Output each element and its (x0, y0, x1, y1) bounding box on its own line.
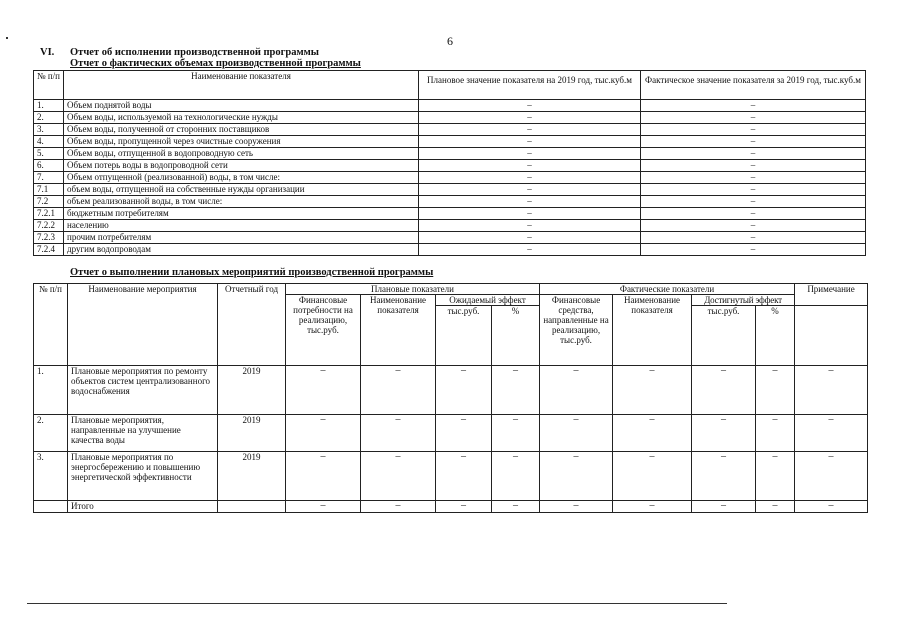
row-fact: – (641, 124, 866, 136)
row-value: – (540, 415, 613, 452)
row-value: – (692, 452, 756, 501)
row-num: 2. (34, 415, 68, 452)
page-number: 6 (447, 34, 453, 48)
measures-table (33, 283, 868, 513)
row-num: 7.2.4 (34, 244, 64, 256)
row-fact: – (641, 220, 866, 232)
row-value: – (286, 366, 361, 415)
row-plan: – (419, 136, 641, 148)
header-fact-rub: тыс.руб. (692, 306, 756, 366)
header-fact-group: Фактические показатели (540, 284, 795, 295)
header-num: № п/п (34, 71, 64, 100)
total-value: – (692, 501, 756, 513)
row-num: 6. (34, 160, 64, 172)
row-value: – (540, 452, 613, 501)
row-fact: – (641, 136, 866, 148)
row-name: бюджетным потребителям (64, 208, 419, 220)
row-plan: – (419, 100, 641, 112)
table-row (34, 415, 868, 452)
header-num: № п/п (34, 284, 68, 366)
header-plan-ind: Наименование показателя (361, 295, 436, 366)
row-num: 4. (34, 136, 64, 148)
row-plan: – (419, 124, 641, 136)
row-value: – (692, 366, 756, 415)
scan-speck (6, 37, 8, 39)
row-value: – (436, 452, 492, 501)
header-name: Наименование показателя (64, 71, 419, 100)
row-name: другим водопроводам (64, 244, 419, 256)
table-row (34, 136, 866, 148)
row-plan: – (419, 232, 641, 244)
section-number: VI. (40, 47, 55, 58)
row-name: Объем поднятой воды (64, 100, 419, 112)
row-name: объем реализованной воды, в том числе: (64, 196, 419, 208)
total-value: – (795, 501, 868, 513)
header-fact-pct: % (756, 306, 795, 366)
row-fact: – (641, 100, 866, 112)
subtitle-measures: Отчет о выполнении плановых мероприятий производственной программы (70, 267, 434, 278)
table-row (34, 112, 866, 124)
row-value: – (613, 415, 692, 452)
row-year: 2019 (218, 415, 286, 452)
total-value: – (286, 501, 361, 513)
row-value: – (492, 452, 540, 501)
total-value: – (613, 501, 692, 513)
row-name: Объем воды, полученной от сторонних поставщиков (64, 124, 419, 136)
row-name: Объем воды, пропущенной через очистные сооружения (64, 136, 419, 148)
row-name: прочим потребителям (64, 232, 419, 244)
section-title: Отчет об исполнении производственной программы (70, 47, 320, 58)
header-plan-pct: % (492, 306, 540, 366)
total-value: – (540, 501, 613, 513)
row-measure-name: Плановые мероприятия, направленные на улучшение качества воды (68, 415, 218, 452)
row-num: 3. (34, 452, 68, 501)
header-fact-eff: Достигнутый эффект (692, 295, 795, 306)
bottom-rule (27, 603, 727, 604)
row-value: – (492, 415, 540, 452)
header-plan-fin: Финансовые потребности на реализацию, тыс.руб. (286, 295, 361, 366)
row-name: Объем воды, отпущенной в водопроводную сеть (64, 148, 419, 160)
row-num: 1. (34, 100, 64, 112)
header-fact: Фактическое значение показателя за 2019 год, тыс.куб.м (641, 71, 866, 100)
row-num: 7.2.1 (34, 208, 64, 220)
row-value: – (756, 415, 795, 452)
row-fact: – (641, 208, 866, 220)
row-plan: – (419, 220, 641, 232)
row-value: – (613, 366, 692, 415)
table-row (34, 220, 866, 232)
row-value: – (795, 415, 868, 452)
row-value: – (286, 415, 361, 452)
table-row (34, 452, 868, 501)
header-measure-name: Наименование мероприятия (68, 284, 218, 366)
header-plan-group: Плановые показатели (286, 284, 540, 295)
header-note: Примечание (795, 284, 868, 306)
row-value: – (361, 452, 436, 501)
header-fact-ind: Наименование показателя (613, 295, 692, 366)
table-row (34, 124, 866, 136)
row-fact: – (641, 148, 866, 160)
measures-header-row-1 (34, 284, 868, 295)
row-fact: – (641, 160, 866, 172)
row-fact: – (641, 196, 866, 208)
row-fact: – (641, 112, 866, 124)
table-row (34, 160, 866, 172)
row-name: населению (64, 220, 419, 232)
row-name: Объем отпущенной (реализованной) воды, в том числе: (64, 172, 419, 184)
total-row (34, 501, 868, 513)
row-plan: – (419, 196, 641, 208)
row-measure-name: Плановые мероприятия по ремонту объектов систем централизованного водоснабжения (68, 366, 218, 415)
row-name: Объем потерь воды в водопроводной сети (64, 160, 419, 172)
row-fact: – (641, 184, 866, 196)
row-value: – (361, 366, 436, 415)
subtitle-volumes: Отчет о фактических объемах производственной программы (70, 58, 361, 69)
total-value: – (361, 501, 436, 513)
row-value: – (692, 415, 756, 452)
volumes-header-row (34, 71, 866, 100)
table-row (34, 244, 866, 256)
row-value: – (613, 452, 692, 501)
row-plan: – (419, 172, 641, 184)
total-num-empty (34, 501, 68, 513)
table-row (34, 232, 866, 244)
row-plan: – (419, 208, 641, 220)
row-plan: – (419, 160, 641, 172)
table-row (34, 100, 866, 112)
table-row (34, 148, 866, 160)
row-value: – (756, 452, 795, 501)
total-value: – (492, 501, 540, 513)
header-fact-fin: Финансовые средства, направленные на реализацию, тыс.руб. (540, 295, 613, 366)
total-value: – (756, 501, 795, 513)
row-num: 2. (34, 112, 64, 124)
row-measure-name: Плановые мероприятия по энергосбережению и повышению энергетической эффективности (68, 452, 218, 501)
row-year: 2019 (218, 366, 286, 415)
row-num: 5. (34, 148, 64, 160)
row-value: – (795, 452, 868, 501)
row-value: – (492, 366, 540, 415)
row-fact: – (641, 172, 866, 184)
row-name: Объем воды, используемой на технологические нужды (64, 112, 419, 124)
row-plan: – (419, 148, 641, 160)
header-year: Отчетный год (218, 284, 286, 366)
volumes-table (33, 70, 866, 256)
row-num: 7.1 (34, 184, 64, 196)
row-value: – (540, 366, 613, 415)
row-value: – (286, 452, 361, 501)
header-note-empty (795, 306, 868, 366)
total-value: – (436, 501, 492, 513)
row-year: 2019 (218, 452, 286, 501)
table-row (34, 366, 868, 415)
header-plan-rub: тыс.руб. (436, 306, 492, 366)
table-row (34, 172, 866, 184)
row-num: 7.2.2 (34, 220, 64, 232)
row-fact: – (641, 244, 866, 256)
row-plan: – (419, 244, 641, 256)
row-num: 7.2 (34, 196, 64, 208)
row-name: объем воды, отпущенной на собственные нужды организации (64, 184, 419, 196)
row-fact: – (641, 232, 866, 244)
row-plan: – (419, 112, 641, 124)
total-label: Итого (68, 501, 218, 513)
row-num: 7.2.3 (34, 232, 64, 244)
row-plan: – (419, 184, 641, 196)
header-plan-eff: Ожидаемый эффект (436, 295, 540, 306)
row-num: 7. (34, 172, 64, 184)
row-value: – (361, 415, 436, 452)
total-year-empty (218, 501, 286, 513)
table-row (34, 208, 866, 220)
row-value: – (756, 366, 795, 415)
header-plan: Плановое значение показателя на 2019 год, тыс.куб.м (419, 71, 641, 100)
row-num: 1. (34, 366, 68, 415)
row-num: 3. (34, 124, 64, 136)
row-value: – (795, 366, 868, 415)
table-row (34, 196, 866, 208)
table-row (34, 184, 866, 196)
row-value: – (436, 366, 492, 415)
row-value: – (436, 415, 492, 452)
